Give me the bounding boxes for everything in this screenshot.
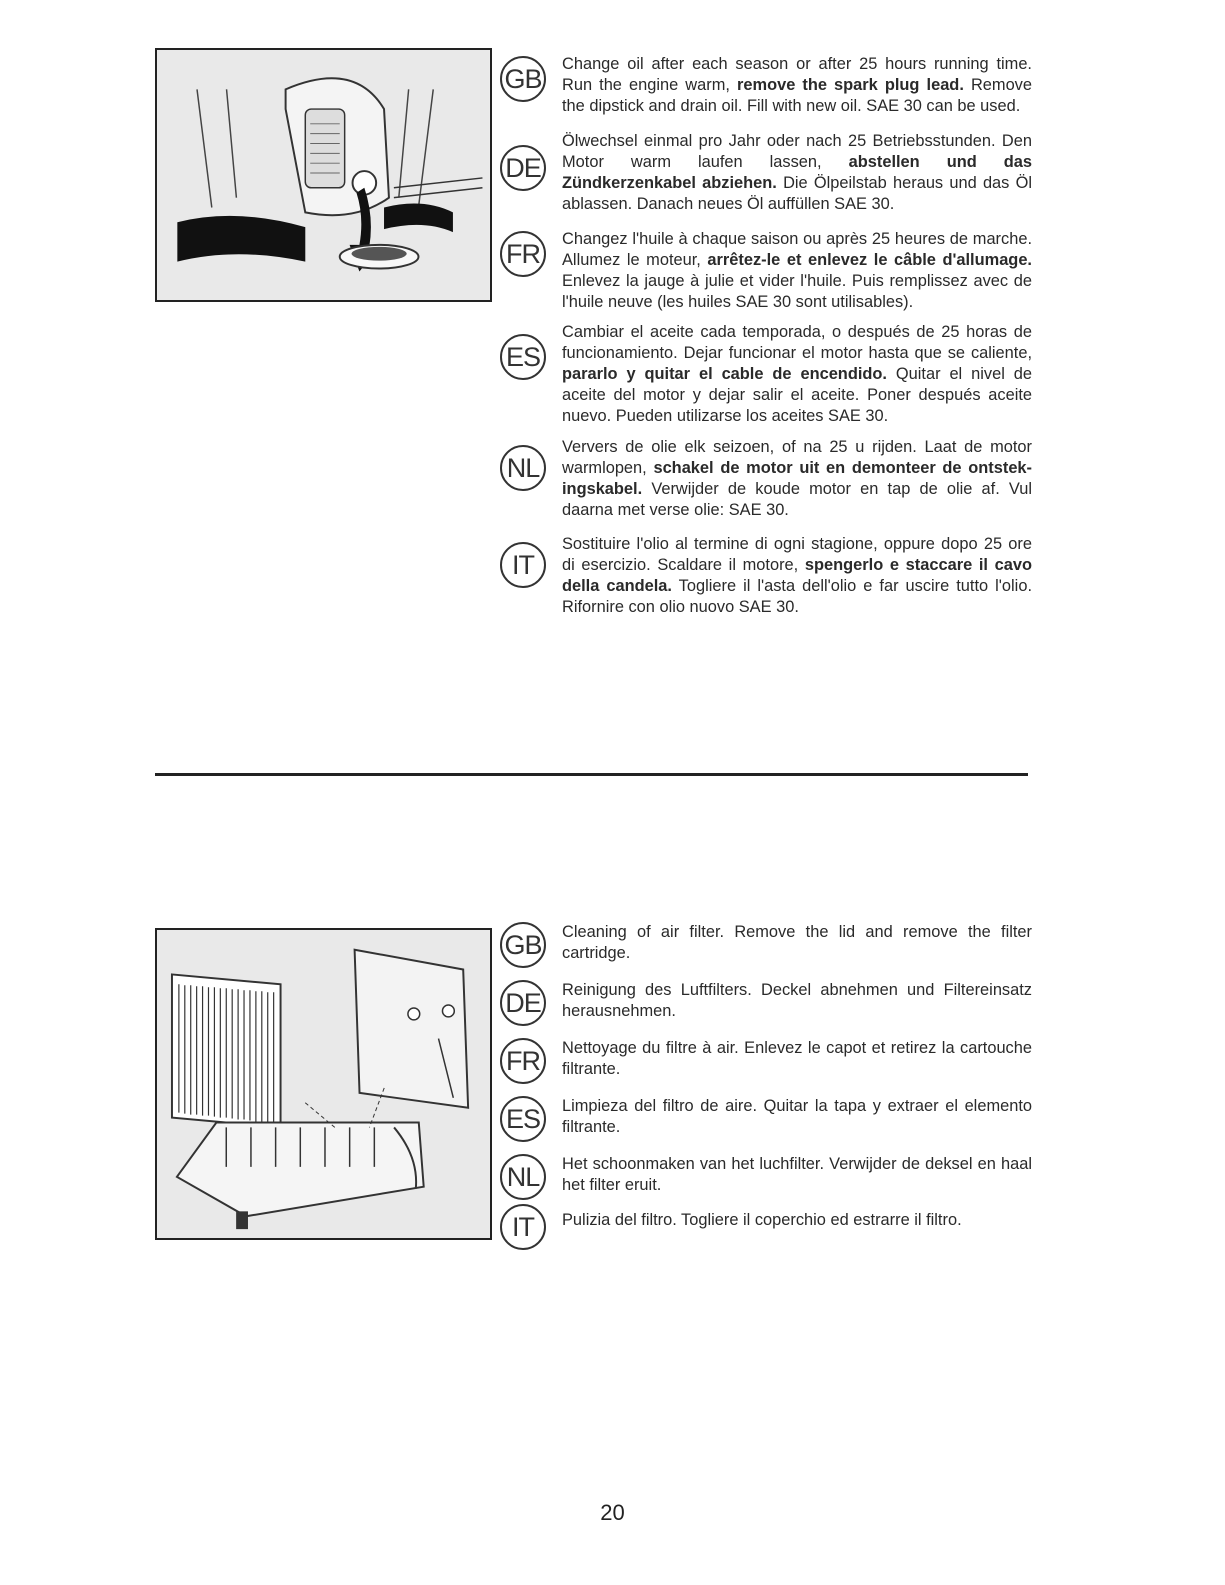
air-entry-nl — [500, 1154, 1032, 1196]
air-entry-gb — [500, 922, 1032, 964]
oil-text-it: Sostituire l'olio al termine di ogni stagione, oppure dopo 25 ore di esercizio. Scaldare il motore, spengerlo e staccare il cavo della candela. Togliere il l'asta dell'olio e far uscire tutto l'olio. Rifornire con olio nuovo SAE 30. — [562, 535, 1032, 616]
air-filter-illustration — [155, 928, 492, 1240]
oil-entry-es — [500, 322, 1032, 427]
oil-text-fr: Changez l'huile à chaque saison ou après 25 heures de marche. Allumez le moteur, arrêtez-le et enlevez le câble d'allumage. Enlevez la jauge à julie et vider l'huile. Puis remplissez avec de l'huile neuve (les huiles SAE 30 sont utilisables). — [562, 230, 1032, 311]
language-badge-it: IT — [500, 542, 546, 588]
oil-text-nl: Ververs de olie elk seizoen, of na 25 u rijden. Laat de motor warmlopen, schakel de motor uit en demonteer de ontstek-ingskabel. Verwijder de koude motor en tap de olie af. Vul daarna met verse olie: SAE 30. — [562, 438, 1033, 519]
air-entry-it — [500, 1210, 1032, 1242]
oil-change-illustration — [155, 48, 492, 302]
oil-entry-nl — [500, 437, 1032, 521]
language-badge-de: DE — [500, 980, 546, 1026]
air-filter-drawing — [157, 930, 490, 1238]
oil-text-es: Cambiar el aceite cada temporada, o después de 25 horas de funcionamiento. Dejar funcionar el motor hasta que se caliente, pararlo y quitar el cable de encendido. Quitar el nivel de aceite del motor y dejar salir el aceite. Poner después aceite nuevo. Pueden utilizarse los aceites SAE 30. — [562, 323, 1032, 425]
air-entry-fr — [500, 1038, 1032, 1080]
language-badge-es: ES — [500, 1096, 546, 1142]
oil-entry-it — [500, 534, 1032, 618]
page-number: 20 — [600, 1500, 625, 1525]
section-divider — [155, 773, 1028, 776]
oil-drain-drawing — [157, 50, 490, 300]
language-badge-fr: FR — [500, 1038, 546, 1084]
air-text-de: Reinigung des Luftfilters. Deckel abnehmen und Filtereinsatz herausnehmen. — [562, 981, 1032, 1020]
oil-entry-gb — [500, 54, 1032, 117]
air-text-gb: Cleaning of air filter. Remove the lid and remove the filter cartridge. — [562, 923, 1032, 962]
air-text-es: Limpieza del filtro de aire. Quitar la tapa y extraer el elemento filtrante. — [562, 1097, 1032, 1136]
oil-text-gb: Change oil after each season or after 25 hours running time. Run the engine warm, remove the spark plug lead. Remove the dipstick and drain oil. Fill with new oil. SAE 30 can be used. — [562, 55, 1032, 115]
language-badge-gb: GB — [500, 56, 546, 102]
oil-entry-fr — [500, 229, 1032, 313]
air-text-it: Pulizia del filtro. Togliere il coperchio ed estrarre il filtro. — [562, 1211, 962, 1229]
language-badge-de: DE — [500, 145, 546, 191]
language-badge-it: IT — [500, 1204, 546, 1250]
oil-text-de: Ölwechsel einmal pro Jahr oder nach 25 Betriebsstunden. Den Motor warm laufen lassen, abstellen und das Zündkerzenkabel abziehen. Die Ölpeilstab heraus und das Öl ablassen. Danach neues Öl auffüllen SAE 30. — [562, 132, 1032, 213]
language-badge-nl: NL — [500, 445, 546, 491]
air-text-fr: Nettoyage du filtre à air. Enlevez le capot et retirez la cartouche filtrante. — [562, 1039, 1032, 1078]
language-badge-fr: FR — [500, 231, 546, 277]
language-badge-es: ES — [500, 334, 546, 380]
air-text-nl: Het schoonmaken van het luchfilter. Verwijder de deksel en haal het filter eruit. — [562, 1155, 1032, 1194]
language-badge-nl: NL — [500, 1154, 546, 1200]
air-entry-es — [500, 1096, 1032, 1138]
air-entry-de — [500, 980, 1032, 1022]
language-badge-gb: GB — [500, 922, 546, 968]
oil-entry-de — [500, 131, 1032, 215]
